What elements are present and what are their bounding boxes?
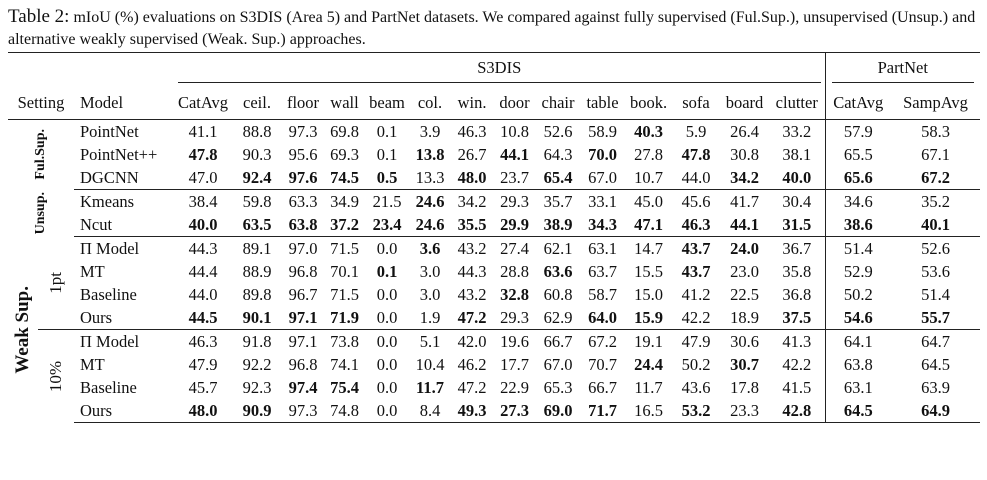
value-cell: 70.0	[588, 144, 617, 164]
value-cell: 50.2	[681, 354, 711, 374]
value-cell: 11.7	[416, 377, 444, 397]
value-cell: 26.4	[730, 121, 759, 141]
column-header-floor: floor	[282, 87, 324, 120]
value-cell: 43.7	[681, 261, 711, 281]
value-cell: 92.2	[242, 354, 272, 374]
value-cell: 44.4	[188, 261, 218, 281]
value-cell: 47.2	[457, 377, 487, 397]
value-cell: 17.7	[500, 354, 529, 374]
table-row	[8, 330, 980, 354]
value-cell: 45.7	[188, 377, 218, 397]
value-cell: 97.1	[282, 330, 324, 354]
value-cell: 66.7	[588, 377, 617, 397]
value-cell: 58.7	[588, 284, 617, 304]
value-cell: 53.2	[672, 399, 720, 423]
value-cell: 74.1	[330, 354, 359, 374]
value-cell: 63.8	[282, 213, 324, 237]
value-cell: 24.6	[409, 213, 451, 237]
value-cell: 88.8	[242, 121, 272, 141]
setting-label: Unsup.	[33, 191, 48, 235]
table-row	[8, 306, 980, 330]
value-cell: 45.6	[681, 191, 711, 211]
value-cell: 45.0	[634, 191, 663, 211]
value-cell: 19.1	[625, 330, 672, 354]
value-cell: 95.6	[288, 144, 318, 164]
value-cell: 59.8	[242, 191, 272, 211]
value-cell: 63.3	[288, 191, 318, 211]
value-cell: 30.6	[720, 330, 769, 354]
value-cell: 40.1	[891, 213, 980, 237]
setting-sublabel: 10%	[46, 360, 65, 392]
value-cell: 10.4	[415, 354, 445, 374]
setting-sublabel: 1pt	[46, 272, 65, 294]
value-cell: 65.4	[536, 166, 580, 190]
value-cell: 44.3	[457, 261, 487, 281]
value-cell: 43.7	[681, 238, 711, 258]
value-cell: 71.9	[330, 307, 359, 327]
value-cell: 29.9	[493, 213, 536, 237]
results-table	[8, 52, 980, 423]
value-cell: 24.0	[730, 238, 759, 258]
value-cell: 88.9	[242, 261, 272, 281]
value-cell: 13.8	[415, 144, 445, 164]
table-row	[8, 143, 980, 166]
value-cell: 89.8	[242, 284, 272, 304]
value-cell: 70.1	[330, 261, 359, 281]
value-cell: 63.1	[588, 238, 617, 258]
value-cell: 55.7	[921, 307, 950, 327]
model-name: Kmeans	[80, 191, 135, 211]
value-cell: 64.1	[825, 330, 891, 354]
value-cell: 90.1	[242, 307, 272, 327]
column-header-sampavg: SampAvg	[891, 87, 980, 120]
value-cell: 74.5	[324, 166, 365, 190]
value-cell: 27.8	[634, 144, 663, 164]
value-cell: 63.8	[825, 353, 891, 376]
column-header-board: board	[720, 87, 769, 120]
value-cell: 5.1	[409, 330, 451, 354]
value-cell: 27.4	[500, 238, 529, 258]
caption-text: mIoU (%) evaluations on S3DIS (Area 5) and PartNet datasets. We compared against fully supervised (Ful.Sup.), unsupervised (Unsup.) and alternative weakly supervised (Weak. Sup.) approaches.	[8, 9, 976, 48]
value-cell: 3.0	[419, 284, 441, 304]
value-cell: 67.2	[891, 166, 980, 190]
column-header-sofa: sofa	[672, 87, 720, 120]
value-cell: 0.0	[376, 238, 398, 258]
value-cell: 47.2	[457, 307, 487, 327]
table-row	[8, 166, 980, 190]
value-cell: 23.7	[493, 166, 536, 190]
value-cell: 3.9	[419, 121, 441, 141]
value-cell: 75.4	[330, 377, 359, 397]
value-cell: 46.3	[457, 121, 487, 141]
caption-label: Table 2:	[8, 6, 70, 27]
value-cell: 0.1	[376, 261, 398, 281]
value-cell: 67.0	[543, 354, 573, 374]
value-cell: 42.2	[681, 307, 711, 327]
value-cell: 23.4	[365, 213, 409, 237]
setting-header: Setting	[8, 87, 74, 120]
value-cell: 64.0	[588, 307, 617, 327]
value-cell: 63.1	[825, 376, 891, 399]
value-cell: 40.0	[769, 166, 825, 190]
value-cell: 42.8	[769, 399, 825, 423]
value-cell: 70.7	[588, 354, 617, 374]
partnet-header: PartNet	[832, 58, 975, 83]
value-cell: 47.0	[174, 166, 232, 190]
model-name: MT	[80, 261, 105, 281]
value-cell: 67.0	[580, 166, 625, 190]
value-cell: 11.7	[634, 377, 663, 397]
column-header-table: table	[580, 87, 625, 120]
value-cell: 41.5	[782, 377, 812, 397]
value-cell: 63.7	[588, 261, 617, 281]
value-cell: 43.2	[457, 238, 487, 258]
column-header-win: win.	[451, 87, 493, 120]
value-cell: 5.9	[685, 121, 707, 141]
value-cell: 40.0	[174, 213, 232, 237]
value-cell: 41.1	[188, 121, 218, 141]
value-cell: 1.9	[419, 307, 441, 327]
value-cell: 46.3	[672, 213, 720, 237]
value-cell: 47.8	[681, 144, 711, 164]
table-row	[8, 399, 980, 423]
value-cell: 69.8	[330, 121, 359, 141]
value-cell: 89.1	[242, 238, 272, 258]
value-cell: 38.6	[825, 213, 891, 237]
value-cell: 52.6	[543, 121, 573, 141]
column-header-book: book.	[625, 87, 672, 120]
value-cell: 34.2	[720, 166, 769, 190]
value-cell: 97.3	[288, 121, 318, 141]
value-cell: 0.5	[365, 166, 409, 190]
value-cell: 37.2	[324, 213, 365, 237]
table-row	[8, 237, 980, 261]
value-cell: 51.4	[825, 237, 891, 261]
value-cell: 48.0	[174, 399, 232, 423]
value-cell: 65.3	[543, 377, 573, 397]
value-cell: 34.2	[457, 191, 487, 211]
value-cell: 0.0	[376, 307, 398, 327]
value-cell: 69.3	[330, 144, 359, 164]
value-cell: 97.6	[282, 166, 324, 190]
value-cell: 63.5	[232, 213, 282, 237]
value-cell: 62.1	[543, 238, 573, 258]
column-header-door: door	[493, 87, 536, 120]
model-name: Ours	[74, 399, 174, 423]
value-cell: 29.3	[500, 307, 529, 327]
value-cell: 44.0	[188, 284, 218, 304]
column-header-chair: chair	[536, 87, 580, 120]
value-cell: 64.5	[825, 399, 891, 423]
value-cell: 41.3	[769, 330, 825, 354]
table-row	[8, 353, 980, 376]
table-row	[8, 376, 980, 399]
value-cell: 35.8	[782, 261, 812, 281]
value-cell: 66.7	[536, 330, 580, 354]
column-header-beam: beam	[365, 87, 409, 120]
value-cell: 30.7	[730, 354, 759, 374]
value-cell: 24.6	[415, 191, 445, 211]
column-header-catavg: CatAvg	[174, 87, 232, 120]
model-name: Ncut	[74, 213, 174, 237]
value-cell: 0.0	[376, 377, 398, 397]
value-cell: 18.9	[730, 307, 759, 327]
value-cell: 44.0	[672, 166, 720, 190]
value-cell: 30.8	[730, 144, 759, 164]
value-cell: 74.8	[324, 399, 365, 423]
value-cell: 51.4	[921, 284, 950, 304]
value-cell: 53.6	[921, 261, 950, 281]
value-cell: 47.9	[188, 354, 218, 374]
value-cell: 48.0	[451, 166, 493, 190]
value-cell: 22.5	[730, 284, 759, 304]
table-row	[8, 190, 980, 214]
value-cell: 96.8	[288, 354, 318, 374]
value-cell: 15.9	[634, 307, 663, 327]
value-cell: 62.9	[543, 307, 573, 327]
value-cell: 46.2	[457, 354, 487, 374]
value-cell: 90.3	[242, 144, 272, 164]
value-cell: 58.3	[921, 121, 950, 141]
value-cell: 90.9	[232, 399, 282, 423]
value-cell: 67.2	[580, 330, 625, 354]
column-header-wall: wall	[324, 87, 365, 120]
value-cell: 0.1	[376, 144, 398, 164]
value-cell: 0.0	[376, 284, 398, 304]
value-cell: 34.3	[580, 213, 625, 237]
value-cell: 32.8	[500, 284, 529, 304]
setting-label: Weak Sup.	[12, 285, 33, 374]
value-cell: 40.3	[634, 121, 663, 141]
column-header-catavg: CatAvg	[825, 87, 891, 120]
value-cell: 38.1	[782, 144, 812, 164]
model-name: Baseline	[80, 284, 137, 304]
value-cell: 13.3	[409, 166, 451, 190]
value-cell: 44.1	[500, 144, 529, 164]
value-cell: 65.5	[825, 143, 891, 166]
value-cell: 44.1	[720, 213, 769, 237]
value-cell: 36.7	[782, 238, 812, 258]
model-name: MT	[80, 354, 105, 374]
table-row	[8, 120, 980, 144]
value-cell: 97.0	[288, 238, 318, 258]
value-cell: 24.4	[634, 354, 663, 374]
value-cell: 43.6	[681, 377, 711, 397]
value-cell: 35.2	[921, 191, 950, 211]
value-cell: 63.6	[543, 261, 573, 281]
value-cell: 58.9	[588, 121, 617, 141]
value-cell: 71.7	[580, 399, 625, 423]
value-cell: 15.0	[634, 284, 663, 304]
value-cell: 0.0	[365, 399, 409, 423]
value-cell: 34.6	[825, 190, 891, 214]
model-name: Π Model	[74, 330, 174, 354]
value-cell: 57.9	[825, 120, 891, 144]
value-cell: 44.3	[188, 238, 218, 258]
value-cell: 35.5	[451, 213, 493, 237]
model-name: PointNet++	[80, 144, 158, 164]
value-cell: 54.6	[825, 306, 891, 330]
value-cell: 23.3	[720, 399, 769, 423]
value-cell: 16.5	[625, 399, 672, 423]
value-cell: 34.9	[330, 191, 359, 211]
value-cell: 69.0	[536, 399, 580, 423]
table-caption	[8, 6, 983, 51]
value-cell: 10.7	[625, 166, 672, 190]
value-cell: 0.0	[376, 354, 398, 374]
value-cell: 0.0	[365, 330, 409, 354]
value-cell: 52.6	[921, 238, 950, 258]
value-cell: 38.4	[188, 191, 218, 211]
value-cell: 42.0	[451, 330, 493, 354]
value-cell: 92.4	[232, 166, 282, 190]
value-cell: 64.3	[543, 144, 573, 164]
value-cell: 92.3	[242, 377, 272, 397]
value-cell: 26.7	[457, 144, 487, 164]
value-cell: 36.8	[782, 284, 812, 304]
value-cell: 33.1	[588, 191, 617, 211]
value-cell: 17.8	[730, 377, 759, 397]
value-cell: 33.2	[782, 121, 812, 141]
value-cell: 64.9	[891, 399, 980, 423]
table-row	[8, 283, 980, 306]
value-cell: 29.3	[500, 191, 529, 211]
value-cell: 96.8	[288, 261, 318, 281]
value-cell: 43.2	[457, 284, 487, 304]
value-cell: 63.9	[921, 377, 950, 397]
value-cell: 64.5	[921, 354, 950, 374]
value-cell: 47.1	[625, 213, 672, 237]
model-name: Π Model	[80, 238, 140, 258]
value-cell: 14.7	[634, 238, 663, 258]
value-cell: 50.2	[825, 283, 891, 306]
value-cell: 67.1	[921, 144, 950, 164]
model-name: Ours	[80, 307, 113, 327]
value-cell: 23.0	[730, 261, 759, 281]
value-cell: 41.2	[681, 284, 711, 304]
value-cell: 60.8	[543, 284, 573, 304]
value-cell: 42.2	[782, 354, 812, 374]
value-cell: 97.3	[282, 399, 324, 423]
value-cell: 21.5	[372, 191, 402, 211]
value-cell: 0.1	[376, 121, 398, 141]
value-cell: 47.8	[188, 144, 218, 164]
table-row	[8, 260, 980, 283]
value-cell: 19.6	[493, 330, 536, 354]
model-name: Baseline	[80, 377, 137, 397]
value-cell: 31.5	[769, 213, 825, 237]
value-cell: 30.4	[782, 191, 812, 211]
value-cell: 49.3	[451, 399, 493, 423]
value-cell: 64.7	[891, 330, 980, 354]
value-cell: 47.9	[672, 330, 720, 354]
s3dis-header: S3DIS	[178, 58, 821, 83]
value-cell: 22.9	[500, 377, 529, 397]
value-cell: 65.6	[825, 166, 891, 190]
model-name: DGCNN	[74, 166, 174, 190]
value-cell: 37.5	[782, 307, 812, 327]
setting-label: Ful.Sup.	[33, 129, 48, 181]
value-cell: 96.7	[288, 284, 318, 304]
model-header: Model	[74, 87, 174, 120]
table-row	[8, 213, 980, 237]
value-cell: 3.0	[419, 261, 441, 281]
value-cell: 91.8	[232, 330, 282, 354]
column-header-clutter: clutter	[769, 87, 825, 120]
value-cell: 27.3	[493, 399, 536, 423]
value-cell: 38.9	[536, 213, 580, 237]
value-cell: 3.6	[419, 238, 441, 258]
value-cell: 28.8	[500, 261, 529, 281]
value-cell: 97.1	[288, 307, 318, 327]
column-header-col: col.	[409, 87, 451, 120]
value-cell: 15.5	[634, 261, 663, 281]
value-cell: 97.4	[288, 377, 318, 397]
value-cell: 10.8	[500, 121, 529, 141]
model-name: PointNet	[80, 121, 139, 141]
value-cell: 71.5	[330, 284, 359, 304]
value-cell: 73.8	[324, 330, 365, 354]
value-cell: 35.7	[543, 191, 573, 211]
value-cell: 52.9	[825, 260, 891, 283]
value-cell: 41.7	[730, 191, 759, 211]
value-cell: 8.4	[409, 399, 451, 423]
value-cell: 44.5	[188, 307, 218, 327]
value-cell: 71.5	[330, 238, 359, 258]
value-cell: 46.3	[174, 330, 232, 354]
column-header-ceil: ceil.	[232, 87, 282, 120]
